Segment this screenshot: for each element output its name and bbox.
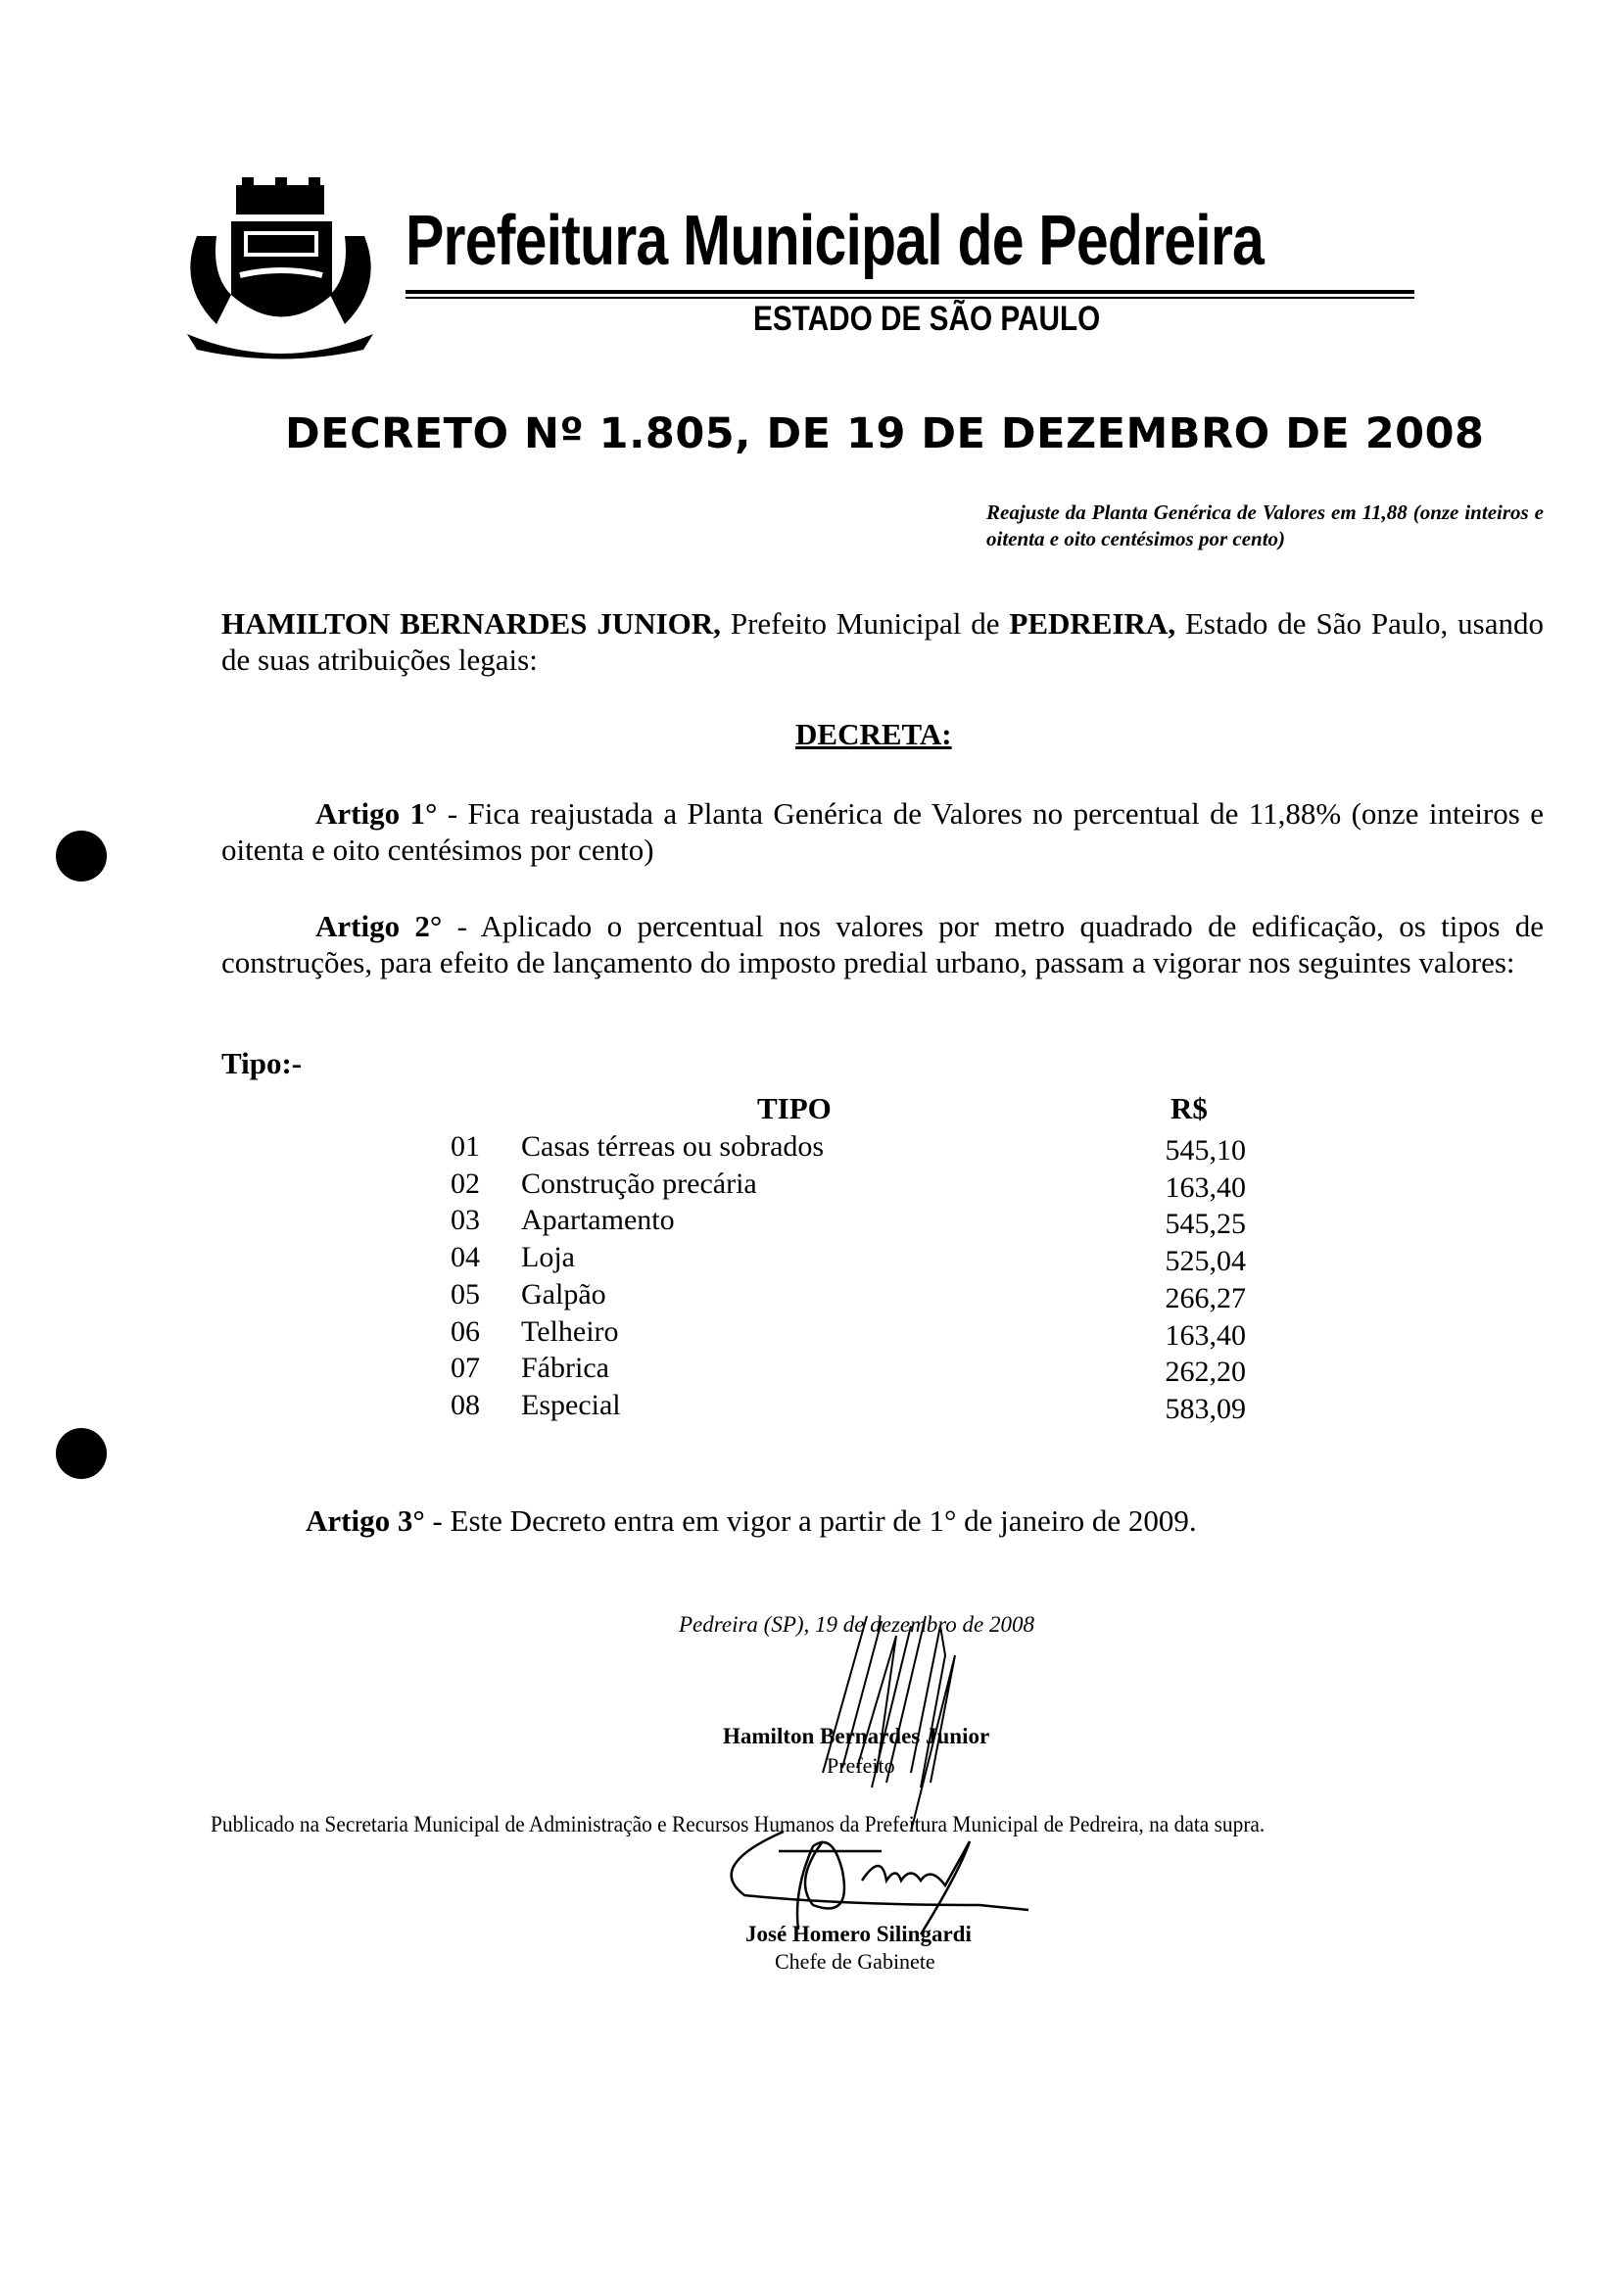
chief-title: Chefe de Gabinete (775, 1949, 935, 1974)
municipality-title: Prefeitura Municipal de Pedreira (406, 202, 1265, 280)
type-code: 01 (451, 1130, 480, 1163)
article-text: - Fica reajustada a Planta Genérica de Valores no percentual de 11,88% (onze inteiros e oitenta e oito centésimos por cento) (221, 796, 1544, 867)
article-2 (221, 908, 1544, 980)
table-row (451, 1241, 1246, 1278)
publication-note: Publicado na Secretaria Municipal de Administração e Recursos Humanos da Prefeitura Municipal de Pedreira, na data supra. (211, 1812, 1266, 1836)
type-name: Loja (521, 1241, 575, 1274)
tipo-label: Tipo:- (221, 1046, 303, 1080)
mayor-name: HAMILTON BERNARDES JUNIOR, (221, 606, 721, 641)
city-name: PEDREIRA, (1009, 606, 1176, 641)
type-name: Construção precária (521, 1167, 757, 1200)
type-value: 583,09 (1165, 1392, 1246, 1425)
table-row (451, 1130, 1246, 1168)
type-code: 04 (451, 1241, 480, 1274)
article-label: Artigo 2° (315, 909, 443, 943)
table-row (451, 1389, 1246, 1426)
type-code: 08 (451, 1388, 480, 1421)
type-value: 545,10 (1165, 1134, 1246, 1167)
type-code: 06 (451, 1314, 480, 1348)
table-row (451, 1278, 1246, 1315)
type-value: 545,25 (1165, 1208, 1246, 1241)
preamble-text: Prefeito Municipal de (720, 606, 1010, 641)
chief-name: José Homero Silingardi (745, 1922, 972, 1946)
preamble (221, 605, 1544, 678)
article-text: - Este Decreto entra em vigor a partir de 1° de janeiro de 2009. (424, 1503, 1197, 1538)
decree-heading: DECRETO Nº 1.805, DE 19 DE DEZEMBRO DE 2008 (285, 409, 1485, 458)
type-name: Apartamento (521, 1204, 675, 1237)
table-header-type: TIPO (757, 1091, 832, 1125)
coat-of-arms-logo (177, 177, 384, 361)
table-row (451, 1352, 1246, 1389)
article-1 (221, 795, 1544, 868)
state-subtitle: ESTADO DE SÃO PAULO (753, 300, 1101, 338)
header-rule (406, 290, 1414, 294)
type-name: Galpão (521, 1277, 606, 1311)
chief-signature (725, 1812, 1117, 1939)
article-label: Artigo 3° (306, 1503, 425, 1538)
table-row (451, 1168, 1246, 1205)
type-code: 05 (451, 1277, 480, 1311)
type-code: 02 (451, 1167, 480, 1200)
punch-hole (56, 1428, 107, 1479)
article-text: - Aplicado o percentual nos valores por metro quadrado de edificação, os tipos de construções, para efeito de lançamento do imposto predial urbano, passam a vigorar nos seguintes valores: (221, 909, 1544, 979)
article-label: Artigo 1° (315, 796, 438, 831)
type-value: 163,40 (1165, 1318, 1246, 1352)
type-value: 163,40 (1165, 1170, 1246, 1204)
type-name: Casas térreas ou sobrados (521, 1130, 825, 1163)
mayor-title: Prefeito (827, 1753, 895, 1778)
place-date: Pedreira (SP), 19 de dezembro de 2008 (679, 1612, 1035, 1637)
header-rule (406, 297, 1414, 299)
table-row (451, 1315, 1246, 1353)
table-header-value: R$ (1170, 1091, 1208, 1125)
type-name: Especial (521, 1388, 621, 1421)
punch-hole (56, 831, 107, 882)
type-code: 03 (451, 1204, 480, 1237)
preamble-text: Estado de São Paulo, usando de suas atribuições legais: (221, 606, 1544, 677)
type-code: 07 (451, 1352, 480, 1385)
type-value: 266,27 (1165, 1281, 1246, 1314)
decree-summary: Reajuste da Planta Genérica de Valores em 11,88 (onze inteiros e oitenta e oito centésimos por cento) (986, 500, 1544, 550)
mayor-name-signature: Hamilton Bernardes Junior (723, 1724, 990, 1748)
type-name: Telheiro (521, 1314, 619, 1348)
type-name: Fábrica (521, 1352, 609, 1385)
article-3 (306, 1502, 1197, 1539)
type-value: 525,04 (1165, 1245, 1246, 1278)
decreta-heading: DECRETA: (795, 717, 952, 751)
table-row (451, 1204, 1246, 1241)
type-value: 262,20 (1165, 1356, 1246, 1389)
